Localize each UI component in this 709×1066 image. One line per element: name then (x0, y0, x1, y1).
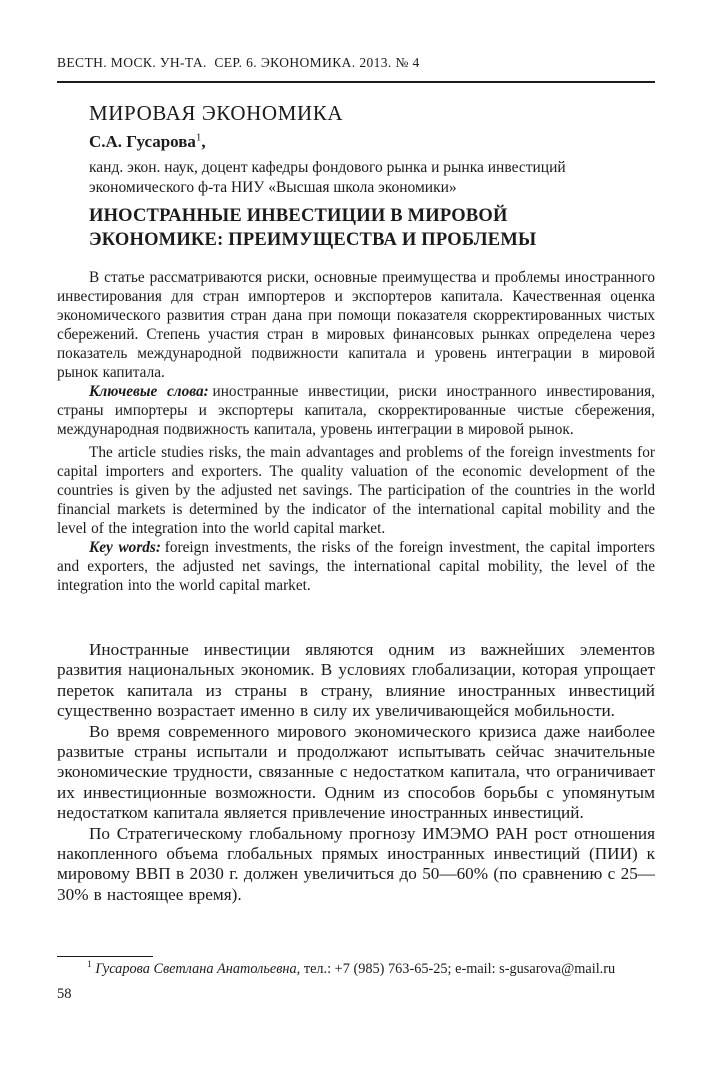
author-name-suffix: , (201, 132, 206, 151)
article-title (89, 205, 655, 252)
body-paragraph-1: Иностранные инвестиции являются одним из важнейших элементов развития национальных экономик. В условиях глобализации, которая упрощает переток капитала из страны в страну, влияние иностранных инвестиций существенно возрастает именно в силу их увеличивающейся мобильности. (57, 640, 655, 721)
affiliation-line-2: экономического ф-та НИУ «Высшая школа экономики» (89, 178, 457, 196)
footnote-rule (57, 956, 153, 957)
article-title-line-2: ЭКОНОМИКЕ: ПРЕИМУЩЕСТВА И ПРОБЛЕМЫ (89, 229, 537, 250)
keywords-english (57, 538, 655, 595)
author-line (89, 132, 206, 152)
author-name: С.А. Гусарова (89, 132, 196, 151)
author-footnote-mark: 1 (195, 131, 202, 144)
author-affiliation (89, 158, 655, 197)
body-paragraph-2: Во время современного мирового экономического кризиса даже наиболее развитые страны испытали и продолжают испытывать сейчас значительные экономические трудности, связанные с недостатком капитала, что ограничивает их инвестиционные возможности. Одним из способов борьбы с упомянутым недостатком капитала является привлечение иностранных инвестиций. (57, 721, 655, 823)
keywords-russian-text: иностранные инвестиции, риски иностранного инвестирования, страны импортеры и экспортеры капитала, скорректированные чистые сбережения, международная подвижность капитала, уровень интеграции в мировой рынок. (57, 383, 655, 438)
abstract-russian: В статье рассматриваются риски, основные преимущества и проблемы иностранного инвестирования для стран импортеров и экспортеров капитала. Качественная оценка экономического развития стран дана при помощи показателя скорректированных чистых сбережений. Степень участия стран в мировых финансовых рынках определена через показатель международной подвижности капитала и уровень интеграции в мировой рынок капитала. (57, 269, 655, 381)
keywords-russian (57, 382, 655, 439)
keywords-english-label: Key words: (89, 539, 161, 556)
running-head: ВЕСТН. МОСК. УН-ТА. СЕР. 6. ЭКОНОМИКА. 2013. № 4 (57, 55, 420, 70)
section-heading: МИРОВАЯ ЭКОНОМИКА (89, 101, 344, 125)
affiliation-line-1: канд. экон. наук, доцент кафедры фондового рынка и рынка инвестиций (89, 159, 566, 176)
footnote-mark: 1 (87, 960, 92, 971)
keywords-russian-label: Ключевые слова: (89, 383, 209, 400)
abstract-block (57, 268, 655, 595)
footnote-contact: тел.: +7 (985) 763-65-25; e-mail: s-gusarova@mail.ru (300, 961, 616, 977)
header-rule (57, 81, 655, 83)
article-title-line-1: ИНОСТРАННЫЕ ИНВЕСТИЦИИ В МИРОВОЙ (89, 206, 508, 226)
footnote-author-name: Гусарова Светлана Анатольевна, (95, 961, 301, 977)
article-body (57, 640, 655, 905)
footnote (57, 960, 655, 978)
abstract-english: The article studies risks, the main advantages and problems of the foreign investments for capital importers and exporters. The quality valuation of the economic development of the countries is given by the adjusted net savings. The participation of the countries in the world financial markets is determined by the indicator of the international capital mobility and the level of the integration into the world capital market. (57, 444, 655, 537)
body-paragraph-3: По Стратегическому глобальному прогнозу ИМЭМО РАН рост отношения накопленного объема глобальных прямых иностранных инвестиций (ПИИ) к мировому ВВП в 2030 г. должен увеличиться до 50—60% (по сравнению с 25—30% в настоящее время). (57, 823, 655, 904)
keywords-english-text: foreign investments, the risks of the foreign investment, the capital importers and exporters, the adjusted net savings, the international capital mobility, the level of the integration into the world capital market. (57, 539, 655, 594)
page-number: 58 (57, 986, 72, 1002)
